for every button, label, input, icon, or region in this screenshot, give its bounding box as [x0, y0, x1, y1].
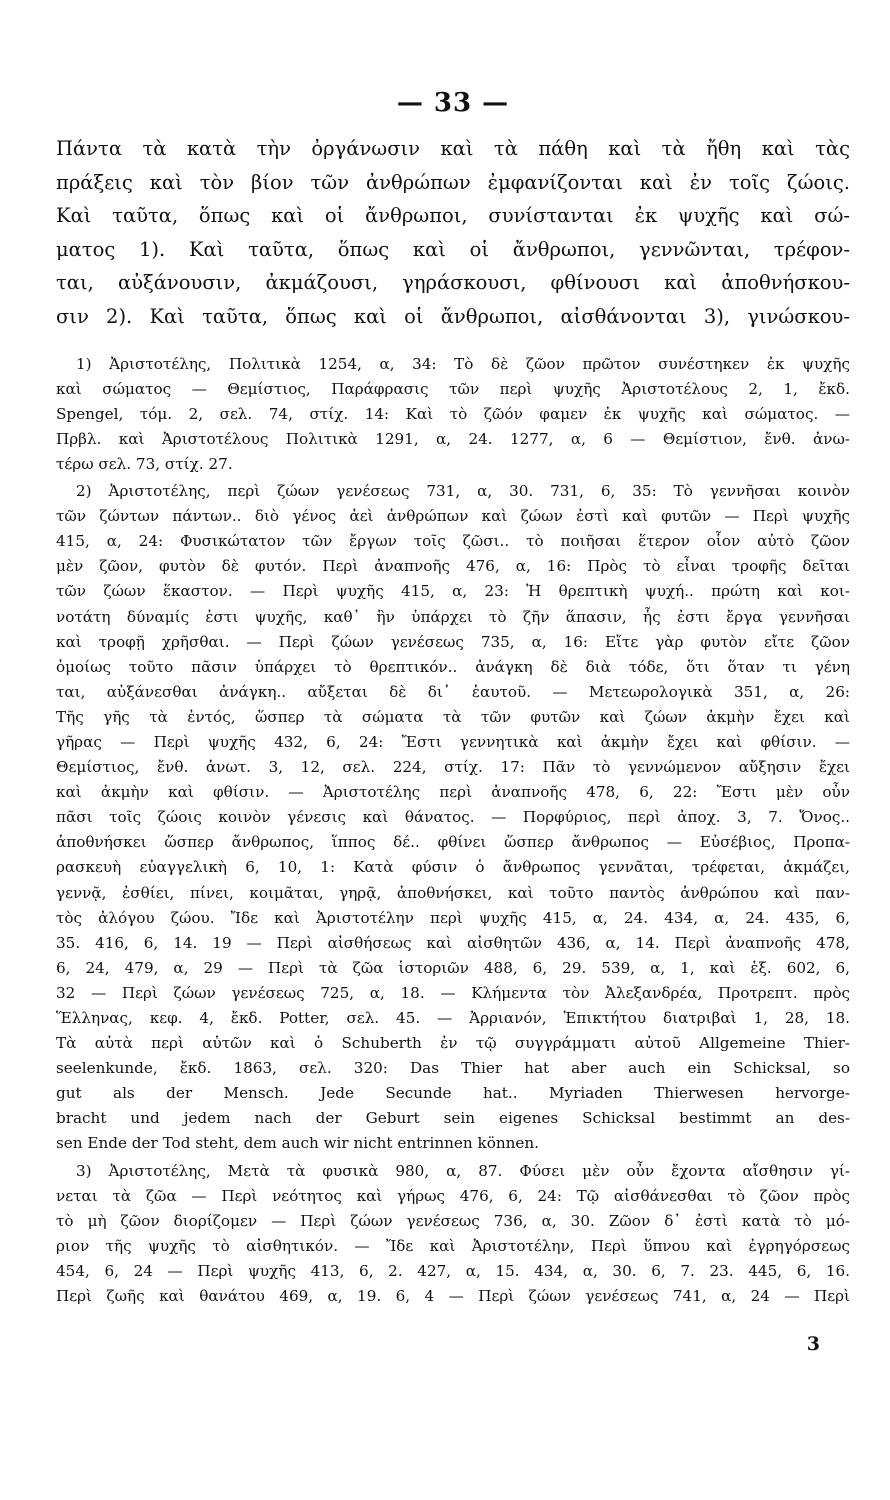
- footnote-line: gut als der Mensch. Jede Secunde hat.. Myriaden Thierwesen hervorge-: [56, 1084, 850, 1103]
- footnote-line: 3) Ἀριστοτέλης, Μετὰ τὰ φυσικὰ 980, α, 87. Φύσει μὲν οὖν ἔχοντα αἴσθησιν γί-: [76, 1161, 850, 1180]
- footnote-line: γεννᾷ, ἐσθίει, πίνει, κοιμᾶται, γηρᾷ, ἀποθνήσκει, καὶ τοῦτο παντὸς ἀνθρώπου καὶ παν-: [56, 883, 850, 902]
- footnote-line: 454, 6, 24 — Περὶ ψυχῆς 413, 6, 2. 427, α, 15. 434, α, 30. 6, 7. 23. 445, 6, 16.: [56, 1261, 850, 1280]
- main-text-line: σιν 2). Καὶ ταῦτα, ὅπως καὶ οἱ ἄνθρωποι, αἰσθάνονται 3), γινώσκου-: [56, 304, 850, 328]
- main-text-line: Πάντα τὰ κατὰ τὴν ὀργάνωσιν καὶ τὰ πάθη καὶ τὰ ἤθη καὶ τὰς: [56, 137, 850, 160]
- footnote-line: τὸς ἀλόγου ζώου. Ἴδε καὶ Ἀριστοτέλην περὶ ψυχῆς 415, α, 24. 434, α, 24. 435, 6,: [56, 908, 850, 927]
- footnote-line: πᾶσι τοῖς ζώοις κοινὸν γένεσις καὶ θάνατος. — Πορφύριος, περὶ ἀποχ. 3, 7. Ὄνος..: [56, 808, 850, 827]
- footnote-line: καὶ ἀκμὴν καὶ φθίσιν. — Ἀριστοτέλης περὶ ἀναπνοῆς 478, 6, 22: Ἔστι μὲν οὖν: [56, 783, 850, 802]
- footnote-2: [56, 479, 850, 1157]
- footnote-line: Περὶ ζωῆς καὶ θανάτου 469, α, 19. 6, 4 — Περὶ ζώων γενέσεως 741, α, 24 — Περὶ: [56, 1287, 850, 1306]
- footnote-line: Θεμίστιος, ἔνθ. ἀνωτ. 3, 12, σελ. 224, στίχ. 17: Πᾶν τὸ γεννώμενον αὔξησιν ἔχει: [56, 758, 850, 777]
- footnote-line: ὁμοίως τοῦτο πᾶσιν ὑπάρχει τὸ θρεπτικόν.. ἀνάγκη δὲ διὰ τόδε, ὅτι ὅταν τι γένη: [56, 657, 850, 676]
- footnote-line: Τῆς γῆς τὰ ἐντός, ὥσπερ τὰ σώματα τὰ τῶν φυτῶν καὶ ζώων ἀκμὴν ἔχει καὶ: [56, 707, 850, 726]
- footnote-line: bracht und jedem nach der Geburt sein eigenes Schicksal bestimmt an des-: [56, 1109, 850, 1128]
- footnote-1: [56, 352, 850, 477]
- footnote-line: νοτάτη δύναμίς ἐστι ψυχῆς, καθ᾽ ἣν ὑπάρχει τὸ ζῆν ἅπασιν, ἧς ἐστι ἔργα γεννῆσαι: [56, 607, 850, 626]
- footnote-line: sen Ende der Tod steht, dem auch wir nicht entrinnen können.: [56, 1134, 540, 1153]
- footnote-line: μὲν ζῶον, φυτὸν δὲ φυτόν. Περὶ ἀναπνοῆς 476, α, 16: Πρὸς τὸ εἶναι τροφῆς δεῖται: [56, 557, 850, 576]
- footnote-line: ρασκευὴ εὐαγγελικὴ 6, 10, 1: Κατὰ φύσιν ὁ ἄνθρωπος γεννᾶται, τρέφεται, ἀκμάζει,: [56, 858, 850, 877]
- footnote-line: 32 — Περὶ ζώων γενέσεως 725, α, 18. — Κλήμεντα τὸν Ἀλεξανδρέα, Προτρεπτ. πρὸς: [56, 983, 850, 1002]
- main-text-line: Καὶ ταῦτα, ὅπως καὶ οἱ ἄνθρωποι, συνίστανται ἐκ ψυχῆς καὶ σώ-: [56, 204, 850, 228]
- footnote-line: 415, α, 24: Φυσικώτατον τῶν ἔργων τοῖς ζῶσι.. τὸ ποιῆσαι ἕτερον οἷον αὐτὸ ζῶον: [56, 532, 850, 551]
- footnote-line: Spengel, τόμ. 2, σελ. 74, στίχ. 14: Καὶ τὸ ζῶόν φαμεν ἐκ ψυχῆς καὶ σώματος. —: [56, 404, 850, 423]
- footnote-line: τῶν ζώων ἕκαστον. — Περὶ ψυχῆς 415, α, 23: Ἡ θρεπτικὴ ψυχή.. πρώτη καὶ κοι-: [56, 582, 850, 601]
- footnote-line: καὶ τροφῇ χρῆσθαι. — Περὶ ζώων γενέσεως 735, α, 16: Εἴτε γὰρ φυτὸν εἴτε ζῶον: [56, 632, 850, 651]
- footnote-line: καὶ σώματος — Θεμίστιος, Παράφρασις τῶν περὶ ψυχῆς Ἀριστοτέλους 2, 1, ἔκδ.: [56, 379, 850, 398]
- footnote-line: 35. 416, 6, 14. 19 — Περὶ αἰσθήσεως καὶ αἰσθητῶν 436, α, 14. Περὶ ἀναπνοῆς 478,: [56, 933, 850, 952]
- footnote-line: Τὰ αὐτὰ περὶ αὐτῶν καὶ ὁ Schuberth ἐν τῷ συγγράμματι αὐτοῦ Allgemeine Thier-: [56, 1034, 850, 1053]
- footnotes: [56, 352, 850, 1310]
- footnote-line: ριον τῆς ψυχῆς τὸ αἰσθητικόν. — Ἴδε καὶ Ἀριστοτέλην, Περὶ ὕπνου καὶ ἐγρηγόρσεως: [56, 1236, 850, 1255]
- footnote-line: 6, 24, 479, α, 29 — Περὶ τὰ ζῶα ἱστοριῶν 488, 6, 29. 539, α, 1, καὶ ἑξ. 602, 6,: [56, 958, 850, 977]
- footnote-line: 2) Ἀριστοτέλης, περὶ ζώων γενέσεως 731, α, 30. 731, 6, 35: Τὸ γεννῆσαι κοινὸν: [76, 482, 850, 501]
- footnote-line: 1) Ἀριστοτέλης, Πολιτικὰ 1254, α, 34: Τὸ δὲ ζῶον πρῶτον συνέστηκεν ἐκ ψυχῆς: [76, 354, 850, 373]
- main-text-line: ται, αὐξάνουσιν, ἀκμάζουσι, γηράσκουσι, φθίνουσι καὶ ἀποθνήσκου-: [56, 271, 850, 295]
- signature-mark: 3: [806, 1333, 820, 1355]
- footnote-line: Πρβλ. καὶ Ἀριστοτέλους Πολιτικὰ 1291, α, 24. 1277, α, 6 — Θεμίστιον, ἔνθ. ἀνω-: [56, 429, 850, 448]
- footnote-line: ται, αὐξάνεσθαι ἀνάγκη.. αὔξεται δὲ δι᾽ ἑαυτοῦ. — Μετεωρολογικὰ 351, α, 26:: [56, 682, 850, 701]
- footnote-line: τέρω σελ. 73, στίχ. 27.: [56, 454, 233, 473]
- footnote-line: γῆρας — Περὶ ψυχῆς 432, 6, 24: Ἔστι γεννητικὰ καὶ ἀκμὴν ἔχει καὶ φθίσιν. —: [56, 732, 850, 751]
- footnote-line: seelenkunde, ἔκδ. 1863, σελ. 320: Das Thier hat aber auch ein Schicksal, so: [56, 1059, 850, 1078]
- footnote-line: νεται τὰ ζῶα — Περὶ νεότητος καὶ γήρως 476, 6, 24: Τῷ αἰσθάνεσθαι τὸ ζῶον πρὸς: [56, 1186, 850, 1205]
- main-text: [56, 132, 850, 334]
- footnote-line: ἀποθνήσκει ὥσπερ ἄνθρωπος, ἵππος δέ.. φθίνει ὥσπερ ἄνθρωπος — Εὐσέβιος, Προπα-: [56, 833, 850, 852]
- page-number: — 33 —: [396, 88, 510, 118]
- footnote-line: τὸ μὴ ζῶον διορίζομεν — Περὶ ζώων γενέσεως 736, α, 30. Ζῶον δ᾽ ἐστὶ κατὰ τὸ μό-: [56, 1211, 850, 1230]
- footnote-line: Ἕλληνας, κεφ. 4, ἔκδ. Potter, σελ. 45. — Ἀρριανόν, Ἐπικτήτου διατριβαὶ 1, 28, 18.: [56, 1009, 850, 1027]
- footnote-line: τῶν ζώντων πάντων.. διὸ γένος ἀεὶ ἀνθρώπων καὶ ζώων ἐστὶ καὶ φυτῶν — Περὶ ψυχῆς: [56, 507, 850, 526]
- main-text-line: ματος 1). Καὶ ταῦτα, ὅπως καὶ οἱ ἄνθρωποι, γεννῶνται, τρέφον-: [56, 237, 850, 261]
- footnote-3: [56, 1159, 850, 1310]
- main-text-line: πράξεις καὶ τὸν βίον τῶν ἀνθρώπων ἐμφανίζονται καὶ ἐν τοῖς ζώοις.: [56, 170, 850, 194]
